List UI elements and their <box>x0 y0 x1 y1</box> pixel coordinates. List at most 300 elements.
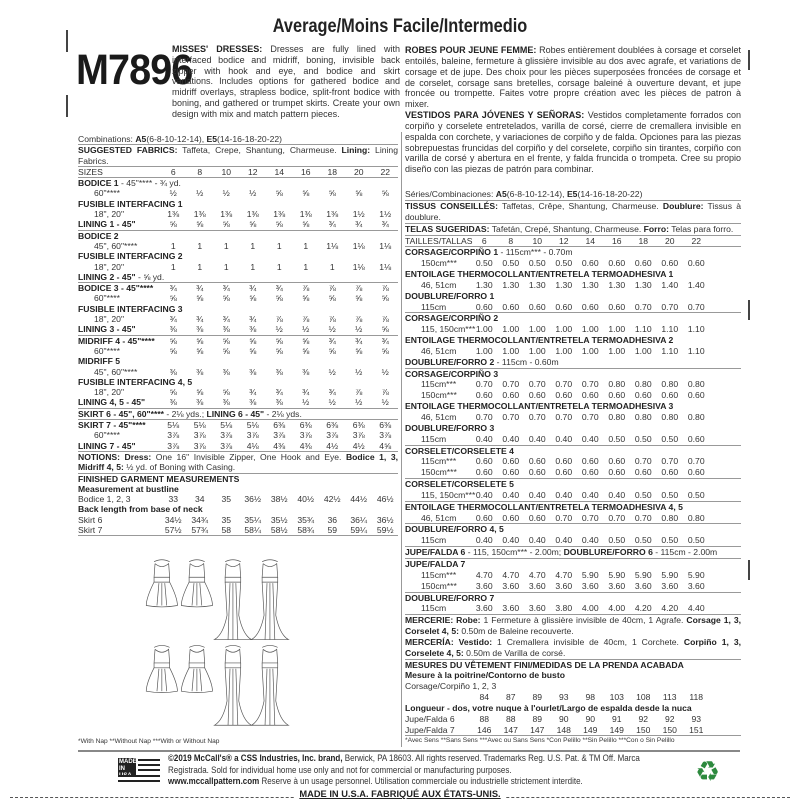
size-value: ⅜ <box>196 397 204 408</box>
size-value: 3.60 <box>661 580 679 591</box>
size-value: 0.70 <box>528 379 546 390</box>
row-text: 18", 20" <box>94 261 124 272</box>
row-label <box>405 524 710 535</box>
size-value: 3⅞ <box>167 430 180 441</box>
registration-mark <box>748 50 750 70</box>
table-row <box>405 714 741 725</box>
size-value: 0.70 <box>634 512 652 523</box>
size-value: 0.60 <box>661 258 679 269</box>
size-value: ⅝ <box>381 293 389 304</box>
size-value: ⅞ <box>275 314 283 325</box>
table-row <box>405 523 741 535</box>
size-value: ⅜ <box>169 324 177 335</box>
text-segment: Séries/Combinaciones: <box>405 189 496 200</box>
size-value: 3.60 <box>581 580 599 591</box>
row-heading: SKIRT 7 - 45"**** <box>78 420 146 431</box>
table-row <box>405 558 741 570</box>
size-value: 0.80 <box>661 379 679 390</box>
text-segment: ROBES POUR JEUNE FEMME: <box>405 45 537 55</box>
size-value: ⅜ <box>249 397 257 408</box>
size-value: 4⅜ <box>273 440 286 451</box>
row-heading: LINING 4, 5 - 45" <box>78 397 146 408</box>
size-value: 0.40 <box>581 433 599 444</box>
text-segment: Taffetas, Crêpe, Shantung, Charmeuse. <box>498 200 663 211</box>
size-value: 1.10 <box>687 345 705 356</box>
table-row <box>405 434 741 445</box>
size-value: 3.60 <box>475 580 493 591</box>
row-text: - ⅝ yd. <box>135 271 165 282</box>
size-value: ⅝ <box>222 335 230 346</box>
size-value: 0.40 <box>475 535 493 546</box>
row-label <box>78 293 160 303</box>
row-label <box>78 304 399 314</box>
table-row <box>405 603 741 614</box>
size-value: ½ <box>169 188 177 199</box>
size-value: 1 <box>223 240 229 251</box>
size-value: 0.60 <box>608 301 626 312</box>
size-value: 0.60 <box>661 390 679 401</box>
table-row <box>78 473 398 484</box>
table-row <box>78 209 398 219</box>
size-value: ¾ <box>275 283 283 294</box>
recycle-icon: ♻ <box>695 756 721 787</box>
text-segment: SKIRT 6 - 45", 60"**** <box>78 408 165 419</box>
size-value: 0.50 <box>528 258 546 269</box>
size-value: 0.60 <box>608 258 626 269</box>
size-value: 108 <box>636 692 651 703</box>
size-value: 5⅛ <box>246 420 259 431</box>
row-label <box>78 367 160 377</box>
size-value: 103 <box>609 692 624 703</box>
row-label <box>78 420 160 430</box>
size-value: 147 <box>503 724 518 735</box>
size-value: 0.70 <box>502 379 520 390</box>
size-value: ¾ <box>169 314 177 325</box>
size-value: 151 <box>689 724 704 735</box>
row-label <box>405 513 471 524</box>
size-value: 1.00 <box>528 345 546 356</box>
size-value: 0.60 <box>528 301 546 312</box>
row-label <box>405 258 471 269</box>
size-value: 1.30 <box>608 279 626 290</box>
size-value: 0.60 <box>475 512 493 523</box>
size-value: ⅞ <box>302 314 310 325</box>
size-value: 0.60 <box>608 390 626 401</box>
size-value: 0.70 <box>502 412 520 422</box>
size-value: 0.60 <box>528 512 546 523</box>
size-value: 1.00 <box>581 324 599 335</box>
row-text: 46, 51cm <box>421 512 457 523</box>
text-paragraph <box>405 223 741 235</box>
size-value: ⅝ <box>302 345 310 356</box>
french-spanish-description <box>405 45 741 175</box>
size-value: ⅞ <box>381 314 389 325</box>
size-value: 4.70 <box>555 569 573 580</box>
size-value: ¾ <box>249 387 257 398</box>
size-value: 12 <box>247 166 258 177</box>
table-row <box>78 335 398 346</box>
made-in-label: MADE IN U.S.A. FABRIQUÉ AUX ÉTATS-UNIS. <box>295 789 504 799</box>
table-row <box>78 387 398 397</box>
row-text: Jupe/Falda 6 <box>405 713 455 724</box>
text-segment: - 115cm - 2.00m <box>652 547 718 558</box>
size-value: 149 <box>609 724 624 735</box>
table-row <box>405 670 741 681</box>
table-row <box>405 659 741 671</box>
row-label <box>405 423 710 434</box>
size-value: 0.70 <box>581 412 599 422</box>
row-label <box>78 314 160 324</box>
row-heading: JUPE/FALDA 7 <box>405 558 466 569</box>
size-value: ⅝ <box>196 293 204 304</box>
row-label <box>405 446 710 457</box>
table-row <box>405 592 741 604</box>
gown-view-d <box>251 560 288 640</box>
size-value: 0.60 <box>475 456 493 467</box>
size-value: 0.50 <box>687 535 705 546</box>
dress-view-a <box>146 560 177 607</box>
row-heading: Longueur - dos, votre nuque à l'ourlet/Largo de espalda desde la nuca <box>405 702 692 713</box>
size-value: ½ <box>196 188 204 199</box>
size-value: 34½ <box>164 514 182 525</box>
text-segment: Combinations: <box>78 134 136 144</box>
french-spanish-column <box>405 45 741 747</box>
size-value: ⅝ <box>275 293 283 304</box>
website-link[interactable]: www.mccallpattern.com <box>168 776 260 786</box>
text-segment: 0.50m de Varilla de corsé. <box>463 647 566 658</box>
row-label <box>78 441 160 451</box>
text-paragraph <box>405 637 741 659</box>
size-value: 1 <box>197 240 203 251</box>
row-label <box>405 479 710 490</box>
row-label <box>78 525 160 535</box>
size-value: 0.60 <box>608 456 626 467</box>
text-segment: MISSES' DRESSES: <box>172 44 263 54</box>
row-text: 115cm*** <box>421 569 457 580</box>
size-value: 42½ <box>323 494 341 505</box>
size-value: 57½ <box>164 524 182 535</box>
table-row <box>405 703 741 714</box>
size-value: 0.60 <box>687 433 705 444</box>
row-heading: BODICE 3 - 45"**** <box>78 283 154 294</box>
row-heading: CORSAGE/CORPIÑO 1 <box>405 247 499 258</box>
size-value: 0.40 <box>581 535 599 546</box>
nap-footnote: *With Nap **Without Nap ***With or Without Nap <box>78 738 220 745</box>
size-value: 0.80 <box>608 412 626 422</box>
row-label <box>405 535 471 546</box>
row-label <box>78 515 160 525</box>
table-row <box>405 357 741 368</box>
size-value: 0.70 <box>581 512 599 523</box>
size-value: 59 <box>327 524 338 535</box>
size-value: ⅜ <box>222 397 230 408</box>
size-value: ¾ <box>169 283 177 294</box>
size-value: 4⅛ <box>246 440 259 451</box>
size-value: 14 <box>274 166 285 177</box>
size-value: 1⅜ <box>299 209 312 220</box>
size-value: 88 <box>505 713 516 724</box>
size-value: 1.30 <box>634 279 652 290</box>
size-value: 4.70 <box>502 569 520 580</box>
row-label <box>78 356 399 366</box>
size-value: 1⅜ <box>273 209 286 220</box>
text-segment: ½ yd. of Boning with Casing. <box>123 462 236 473</box>
row-label <box>405 434 471 445</box>
text-paragraph <box>405 189 741 200</box>
table-row <box>405 379 741 390</box>
size-value: ⅝ <box>196 219 204 230</box>
table-row <box>78 293 398 303</box>
size-value: 0.60 <box>634 390 652 401</box>
size-value: 40½ <box>297 494 315 505</box>
table-row <box>405 368 741 380</box>
row-text: 46, 51cm <box>421 412 457 422</box>
size-value: 0.60 <box>634 258 652 269</box>
size-value: 0.50 <box>634 489 652 500</box>
text-segment: - 2⅛ yds. <box>264 408 302 419</box>
size-value: ⅜ <box>222 324 230 335</box>
size-value: ⅝ <box>249 219 257 230</box>
dress-back-b <box>181 645 212 692</box>
size-value: 3⅞ <box>379 430 392 441</box>
size-value: 3⅞ <box>167 440 180 451</box>
table-row <box>78 494 398 504</box>
text-segment: JUPE/FALDA 6 <box>405 547 466 558</box>
table-row <box>405 501 741 513</box>
text-paragraph <box>78 144 398 166</box>
table-row <box>78 324 398 334</box>
size-value: ⅜ <box>249 366 257 377</box>
size-value: 0.80 <box>687 412 705 422</box>
row-label <box>78 336 160 346</box>
size-value: 0.40 <box>475 433 493 444</box>
text-segment: Robes entièrement doublées à corsage et corselet entoilés, baleine, fermeture à glissière invisible au dos avec agrafe, et variations de corsage et de jupe. Des choix pour les pièces superposées froncées de corsage et de corselet, corsage sans bretelles, corsage baleiné à ouverture devant, et jupe froncée ou trompette. Faites votre propre création avec les pièces de patron à mixer. <box>405 45 742 110</box>
size-value: 1⅜ <box>220 209 233 220</box>
size-value: 6⅜ <box>326 420 339 431</box>
size-value: 3⅞ <box>352 430 365 441</box>
size-value: 5.90 <box>581 569 599 580</box>
size-value: ⅝ <box>222 293 230 304</box>
size-value: 84 <box>479 692 490 703</box>
copyright-brand: ©2019 McCall's® a CSS Industries, Inc. brand, <box>168 753 343 763</box>
table-row <box>78 251 398 261</box>
size-value: 0.60 <box>502 467 520 478</box>
row-label <box>405 570 471 581</box>
text-segment: Taffeta, Crepe, Shantung, Charmeuse. <box>177 145 342 156</box>
size-value: 18 <box>327 166 338 177</box>
size-value: ⅝ <box>302 293 310 304</box>
registration-mark <box>748 560 750 580</box>
text-segment: (14-16-18-20-22) <box>577 189 643 200</box>
row-label <box>78 231 399 241</box>
metric-yardage-chart <box>405 189 741 735</box>
table-row <box>405 302 741 313</box>
registration-mark <box>66 30 68 52</box>
size-value: ½ <box>355 324 363 335</box>
table-row <box>405 247 741 258</box>
size-value: 93 <box>558 692 569 703</box>
table-row <box>78 484 398 494</box>
size-value: ⅝ <box>222 345 230 356</box>
row-text: 46, 51cm <box>421 345 457 356</box>
usa-flag-icon: MADE IN <box>118 758 136 776</box>
table-row <box>405 490 741 501</box>
text-segment: TISSUS CONSEILLÉS: <box>405 200 498 211</box>
row-text: Skirt 6 <box>78 514 103 525</box>
size-value: 3⅞ <box>326 430 339 441</box>
size-value: 0.40 <box>528 535 546 546</box>
row-text: 45", 60"**** <box>94 240 138 251</box>
size-value: ¾ <box>328 219 336 230</box>
row-label <box>78 484 399 494</box>
table-row <box>405 725 741 736</box>
size-value: 58 <box>221 524 232 535</box>
pattern-number: M7896 <box>76 46 193 94</box>
size-value: ⅝ <box>328 293 336 304</box>
size-value: 1 <box>329 261 335 272</box>
size-value: 3.60 <box>475 603 493 614</box>
size-value: 3⅞ <box>273 430 286 441</box>
row-label <box>78 167 160 177</box>
size-value: ½ <box>328 397 336 408</box>
size-value: 150 <box>662 724 677 735</box>
table-row <box>78 356 398 366</box>
size-value: ⅝ <box>249 345 257 356</box>
copyright-notice <box>168 753 658 788</box>
size-value: 46½ <box>376 494 394 505</box>
size-value: 0.50 <box>475 258 493 269</box>
size-value: 6 <box>481 235 487 246</box>
size-value: ⅜ <box>222 366 230 377</box>
table-row <box>405 456 741 467</box>
size-value: 1.30 <box>555 279 573 290</box>
row-label <box>405 291 710 302</box>
size-value: ⅝ <box>169 387 177 398</box>
size-value: ½ <box>381 366 389 377</box>
size-value: ¾ <box>328 387 336 398</box>
size-value: 3.60 <box>502 580 520 591</box>
row-text: 60"**** <box>94 430 120 441</box>
table-row <box>405 390 741 401</box>
size-value: 36¼ <box>350 514 368 525</box>
size-value: 0.40 <box>502 489 520 500</box>
size-value: 5.90 <box>687 569 705 580</box>
text-segment: LINING 6 - 45" <box>206 408 265 419</box>
size-value: 1⅜ <box>167 209 180 220</box>
size-value: 44½ <box>350 494 368 505</box>
table-row <box>78 178 398 188</box>
size-value: 0.60 <box>502 301 520 312</box>
size-value: ⅝ <box>355 188 363 199</box>
size-value: 1 <box>197 261 203 272</box>
row-label <box>78 188 160 198</box>
size-value: 1.30 <box>528 279 546 290</box>
size-value: 1½ <box>352 209 365 220</box>
size-value: 5.90 <box>661 569 679 580</box>
row-heading: BODICE 1 <box>78 178 119 189</box>
gown-back-c <box>214 645 251 725</box>
size-value: 38½ <box>270 494 288 505</box>
size-value: 0.70 <box>528 412 546 422</box>
size-value: 89 <box>532 692 543 703</box>
size-value: 0.60 <box>502 456 520 467</box>
table-row <box>405 280 741 291</box>
size-value: 0.60 <box>581 456 599 467</box>
row-text: Corsage/Corpiño 1, 2, 3 <box>405 681 497 692</box>
row-label <box>405 313 710 324</box>
size-value: 1 <box>250 261 256 272</box>
row-heading: DOUBLURE/FORRO 4, 5 <box>405 524 504 535</box>
row-heading: ENTOILAGE THERMOCOLLANT/ENTRETELA TERMOADHESIVA 4, 5 <box>405 501 683 512</box>
row-label <box>78 430 160 440</box>
text-segment: Doublure: <box>662 200 704 211</box>
text-paragraph <box>78 451 398 473</box>
size-value: ½ <box>355 397 363 408</box>
size-value: ⅞ <box>355 314 363 325</box>
size-value: 4.70 <box>475 569 493 580</box>
table-row <box>405 412 741 423</box>
size-value: ⅝ <box>302 219 310 230</box>
size-value: 1.00 <box>475 345 493 356</box>
row-label <box>405 692 471 703</box>
size-value: 4.20 <box>634 603 652 614</box>
dress-view-b <box>181 560 212 607</box>
size-value: ¾ <box>249 314 257 325</box>
size-value: 1.30 <box>502 279 520 290</box>
size-value: 1.00 <box>608 324 626 335</box>
size-value: ½ <box>328 324 336 335</box>
row-label <box>78 397 160 407</box>
text-segment: TELAS SUGERIDAS: <box>405 223 490 234</box>
text-paragraph <box>78 408 398 419</box>
text-segment: DOUBLURE/FORRO 6 <box>563 547 653 558</box>
row-label <box>78 474 399 484</box>
row-text: 46, 51cm <box>421 279 457 290</box>
size-value: ⅝ <box>328 188 336 199</box>
row-label <box>405 369 710 380</box>
size-value: 0.50 <box>661 535 679 546</box>
row-text: TAILLES/TALLAS <box>405 235 473 246</box>
text-segment: Forro: <box>643 223 669 234</box>
row-label <box>405 502 710 513</box>
size-value: ⅝ <box>302 188 310 199</box>
row-label <box>405 725 471 736</box>
row-label <box>405 302 471 313</box>
text-segment: VESTIDOS PARA JÓVENES Y SEÑORAS: <box>405 110 585 121</box>
row-heading: CORSAGE/CORPIÑO 2 <box>405 313 499 324</box>
size-value: 1.00 <box>634 345 652 356</box>
table-row <box>78 525 398 536</box>
size-value: ¾ <box>222 314 230 325</box>
row-text: 115, 150cm*** <box>421 489 476 500</box>
size-value: 0.40 <box>502 535 520 546</box>
size-value: ½ <box>302 397 310 408</box>
text-segment: Vestidos completamente forrados con corpiño y corselete entretelados, varilla de corsé, cierre de cremallera invisible en espalda con corchete, y variaciones de corpiño y de falda. Opciones para las piezas sobrepuestas fruncidas del corpiño y del corselete, corpiño sin tirantes, corpiño con varilla de corsé y abertura en el frente, y falda fruncida o trompeta. Cree su propio diseño con las piezas de patrón para combinar. <box>405 110 741 175</box>
size-value: 0.40 <box>555 489 573 500</box>
text-segment: MERCERÍA: Vestido: <box>405 636 493 647</box>
size-value: 3.60 <box>608 580 626 591</box>
size-value: 3.60 <box>528 580 546 591</box>
row-label <box>405 670 710 681</box>
size-value: 0.40 <box>555 535 573 546</box>
row-label <box>405 703 710 714</box>
registration-mark <box>66 95 68 117</box>
size-value: 0.60 <box>687 258 705 269</box>
row-heading: CORSAGE/CORPIÑO 3 <box>405 368 499 379</box>
size-value: ⅝ <box>355 293 363 304</box>
row-heading: FUSIBLE INTERFACING 1 <box>78 198 183 209</box>
row-text: Bodice 1, 2, 3 <box>78 494 131 505</box>
